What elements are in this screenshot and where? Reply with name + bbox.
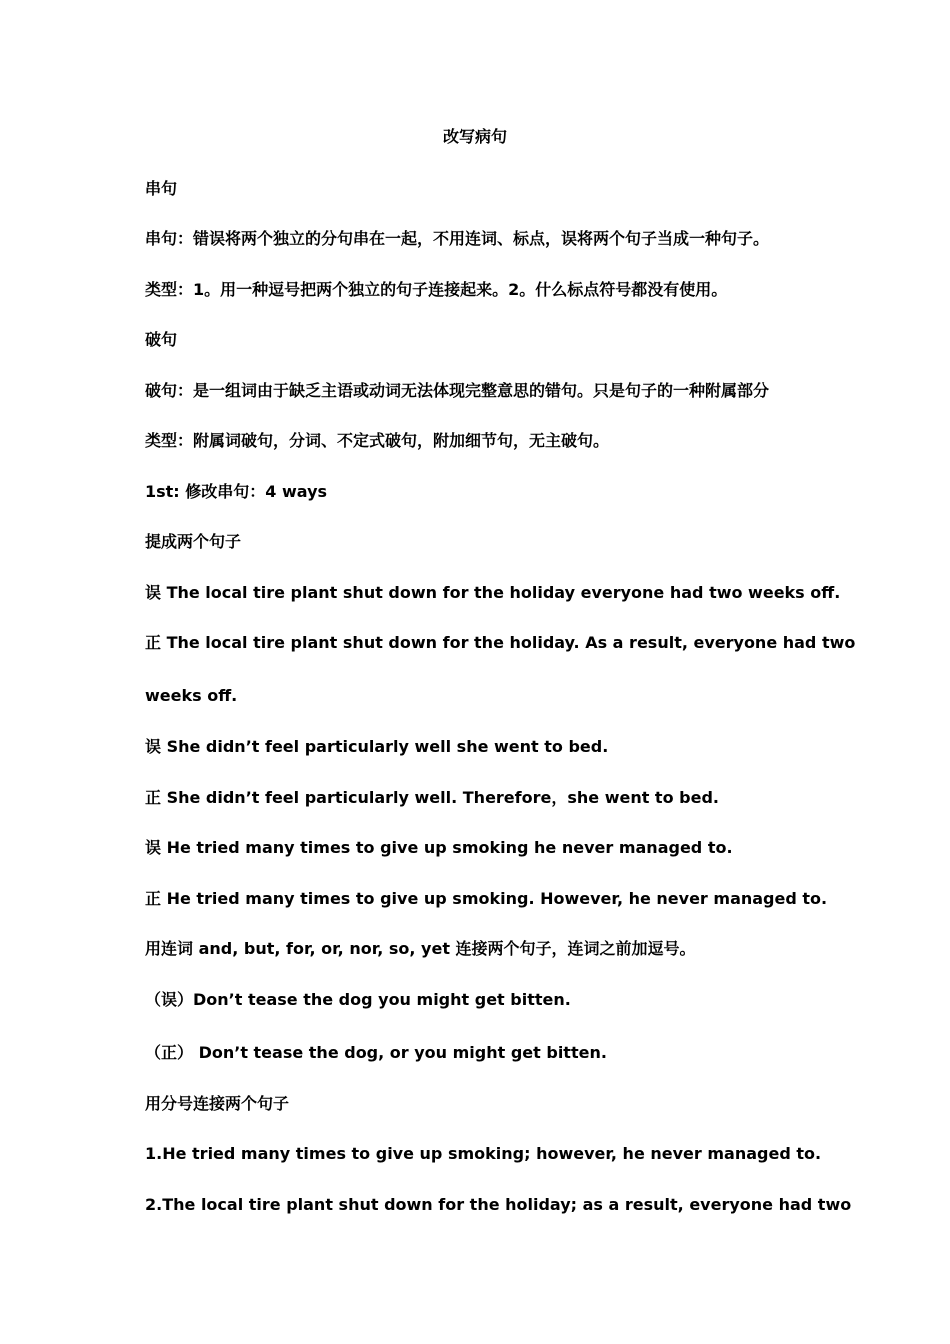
example-right-1-continued: weeks off. — [145, 686, 238, 705]
example-right-4: （正） Don’t tease the dog, or you might get bitten. — [145, 1043, 607, 1062]
method-split-heading: 提成两个句子 — [145, 532, 242, 551]
section-heading-fragment: 破句 — [145, 330, 178, 349]
example-wrong-4: （误）Don’t tease the dog you might get bitten. — [145, 990, 571, 1009]
run-on-definition: 串句：错误将两个独立的分句串在一起，不用连词、标点，误将两个句子当成一种句子。 — [145, 229, 770, 248]
section-heading-run-on: 串句 — [145, 179, 178, 198]
fragment-definition: 破句：是一组词由于缺乏主语或动词无法体现完整意思的错句。只是句子的一种附属部分 — [145, 381, 770, 400]
method-semicolon-heading: 用分号连接两个句子 — [145, 1094, 290, 1113]
example-wrong-2: 误 She didn’t feel particularly well she went to bed. — [145, 737, 609, 756]
run-on-types: 类型：1。用一种逗号把两个独立的句子连接起来。2。什么标点符号都没有使用。 — [145, 280, 728, 299]
fragment-types: 类型：附属词破句，分词、不定式破句，附加细节句，无主破句。 — [145, 431, 610, 450]
method-conjunction-heading: 用连词 and, but, for, or, nor, so, yet 连接两个句子，连词之前加逗号。 — [145, 939, 696, 958]
semicolon-example-2: 2.The local tire plant shut down for the holiday; as a result, everyone had two — [145, 1195, 852, 1214]
page-title: 改写病句 — [442, 127, 507, 146]
example-wrong-3: 误 He tried many times to give up smoking he never managed to. — [145, 838, 733, 857]
fix-run-on-heading: 1st: 修改串句：4 ways — [145, 482, 328, 501]
example-right-2: 正 She didn’t feel particularly well. Therefore，she went to bed. — [145, 788, 719, 807]
example-right-3: 正 He tried many times to give up smoking. However, he never managed to. — [145, 889, 828, 908]
semicolon-example-1: 1.He tried many times to give up smoking; however, he never managed to. — [145, 1144, 822, 1163]
example-right-1: 正 The local tire plant shut down for the holiday. As a result, everyone had two — [145, 633, 856, 652]
example-wrong-1: 误 The local tire plant shut down for the holiday everyone had two weeks off. — [145, 583, 841, 602]
